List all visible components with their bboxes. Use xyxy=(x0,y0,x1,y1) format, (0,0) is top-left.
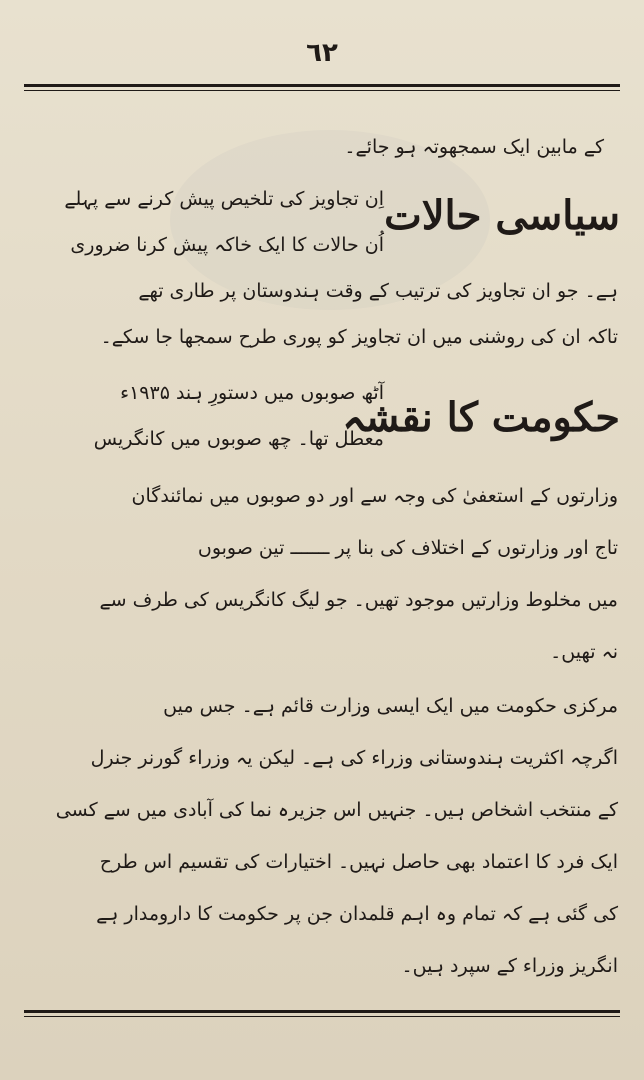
intro-line: کے مابین ایک سمجھوتہ ہو جائے۔ xyxy=(344,136,604,158)
paragraph3-body xyxy=(18,680,618,992)
section2-body xyxy=(18,470,618,678)
section2-side-text xyxy=(24,370,384,462)
paragraph3-line: اگرچہ اکثریت ہندوستانی وزراء کی ہے۔ لیکن یہ وزراء گورنر جنرل xyxy=(90,747,618,769)
paragraph3-line: کی گئی ہے کہ تمام وہ اہم قلمدان جن پر حکومت کا دارومدار ہے xyxy=(96,903,618,925)
page-number: ٦٢ xyxy=(306,38,338,68)
section1-side-line: اِن تجاویز کی تلخیص پیش کرنے سے پہلے xyxy=(64,188,384,210)
section1-body xyxy=(18,268,618,360)
section2-line: نہ تھیں۔ xyxy=(550,641,618,663)
section2-side-line: معطل تھا۔ چھ صوبوں میں کانگریس xyxy=(93,428,384,450)
section2-line: تاج اور وزارتوں کے اختلاف کی بنا پر ـــــــ تین صوبوں xyxy=(197,537,618,559)
top-rule xyxy=(24,84,620,91)
section2-line: وزارتوں کے استعفیٰ کی وجہ سے اور دو صوبوں میں نمائندگان xyxy=(131,485,618,507)
bottom-rule xyxy=(24,1010,620,1017)
section-heading-political-conditions: سیاسی حالات xyxy=(384,192,620,239)
paragraph3-line: کے منتخب اشخاص ہیں۔ جنہیں اس جزیرہ نما کی آبادی میں سے کسی xyxy=(55,799,618,821)
section1-line: ہے۔ جو ان تجاویز کی ترتیب کے وقت ہندوستان پر طاری تھے xyxy=(138,280,618,302)
section-heading-government-map: حکومت کا نقشہ xyxy=(342,394,620,441)
section1-side-line: اُن حالات کا ایک خاکہ پیش کرنا ضروری xyxy=(70,234,384,256)
section1-side-text xyxy=(24,176,384,268)
section2-side-line: آٹھ صوبوں میں دستورِ ہند ۱۹۳۵ء xyxy=(120,382,384,404)
section1-line: تاکہ ان کی روشنی میں ان تجاویز کو پوری طرح سمجھا جا سکے۔ xyxy=(100,326,618,348)
paragraph3-line: ایک فرد کا اعتماد بھی حاصل نہیں۔ اختیارات کی تقسیم اس طرح xyxy=(99,851,618,873)
paragraph3-line: انگریز وزراء کے سپرد ہیں۔ xyxy=(401,955,618,977)
paragraph3-line: مرکزی حکومت میں ایک ایسی وزارت قائم ہے۔ جس میں xyxy=(163,695,618,717)
section2-line: میں مخلوط وزارتیں موجود تھیں۔ جو لیگ کانگریس کی طرف سے xyxy=(99,589,618,611)
